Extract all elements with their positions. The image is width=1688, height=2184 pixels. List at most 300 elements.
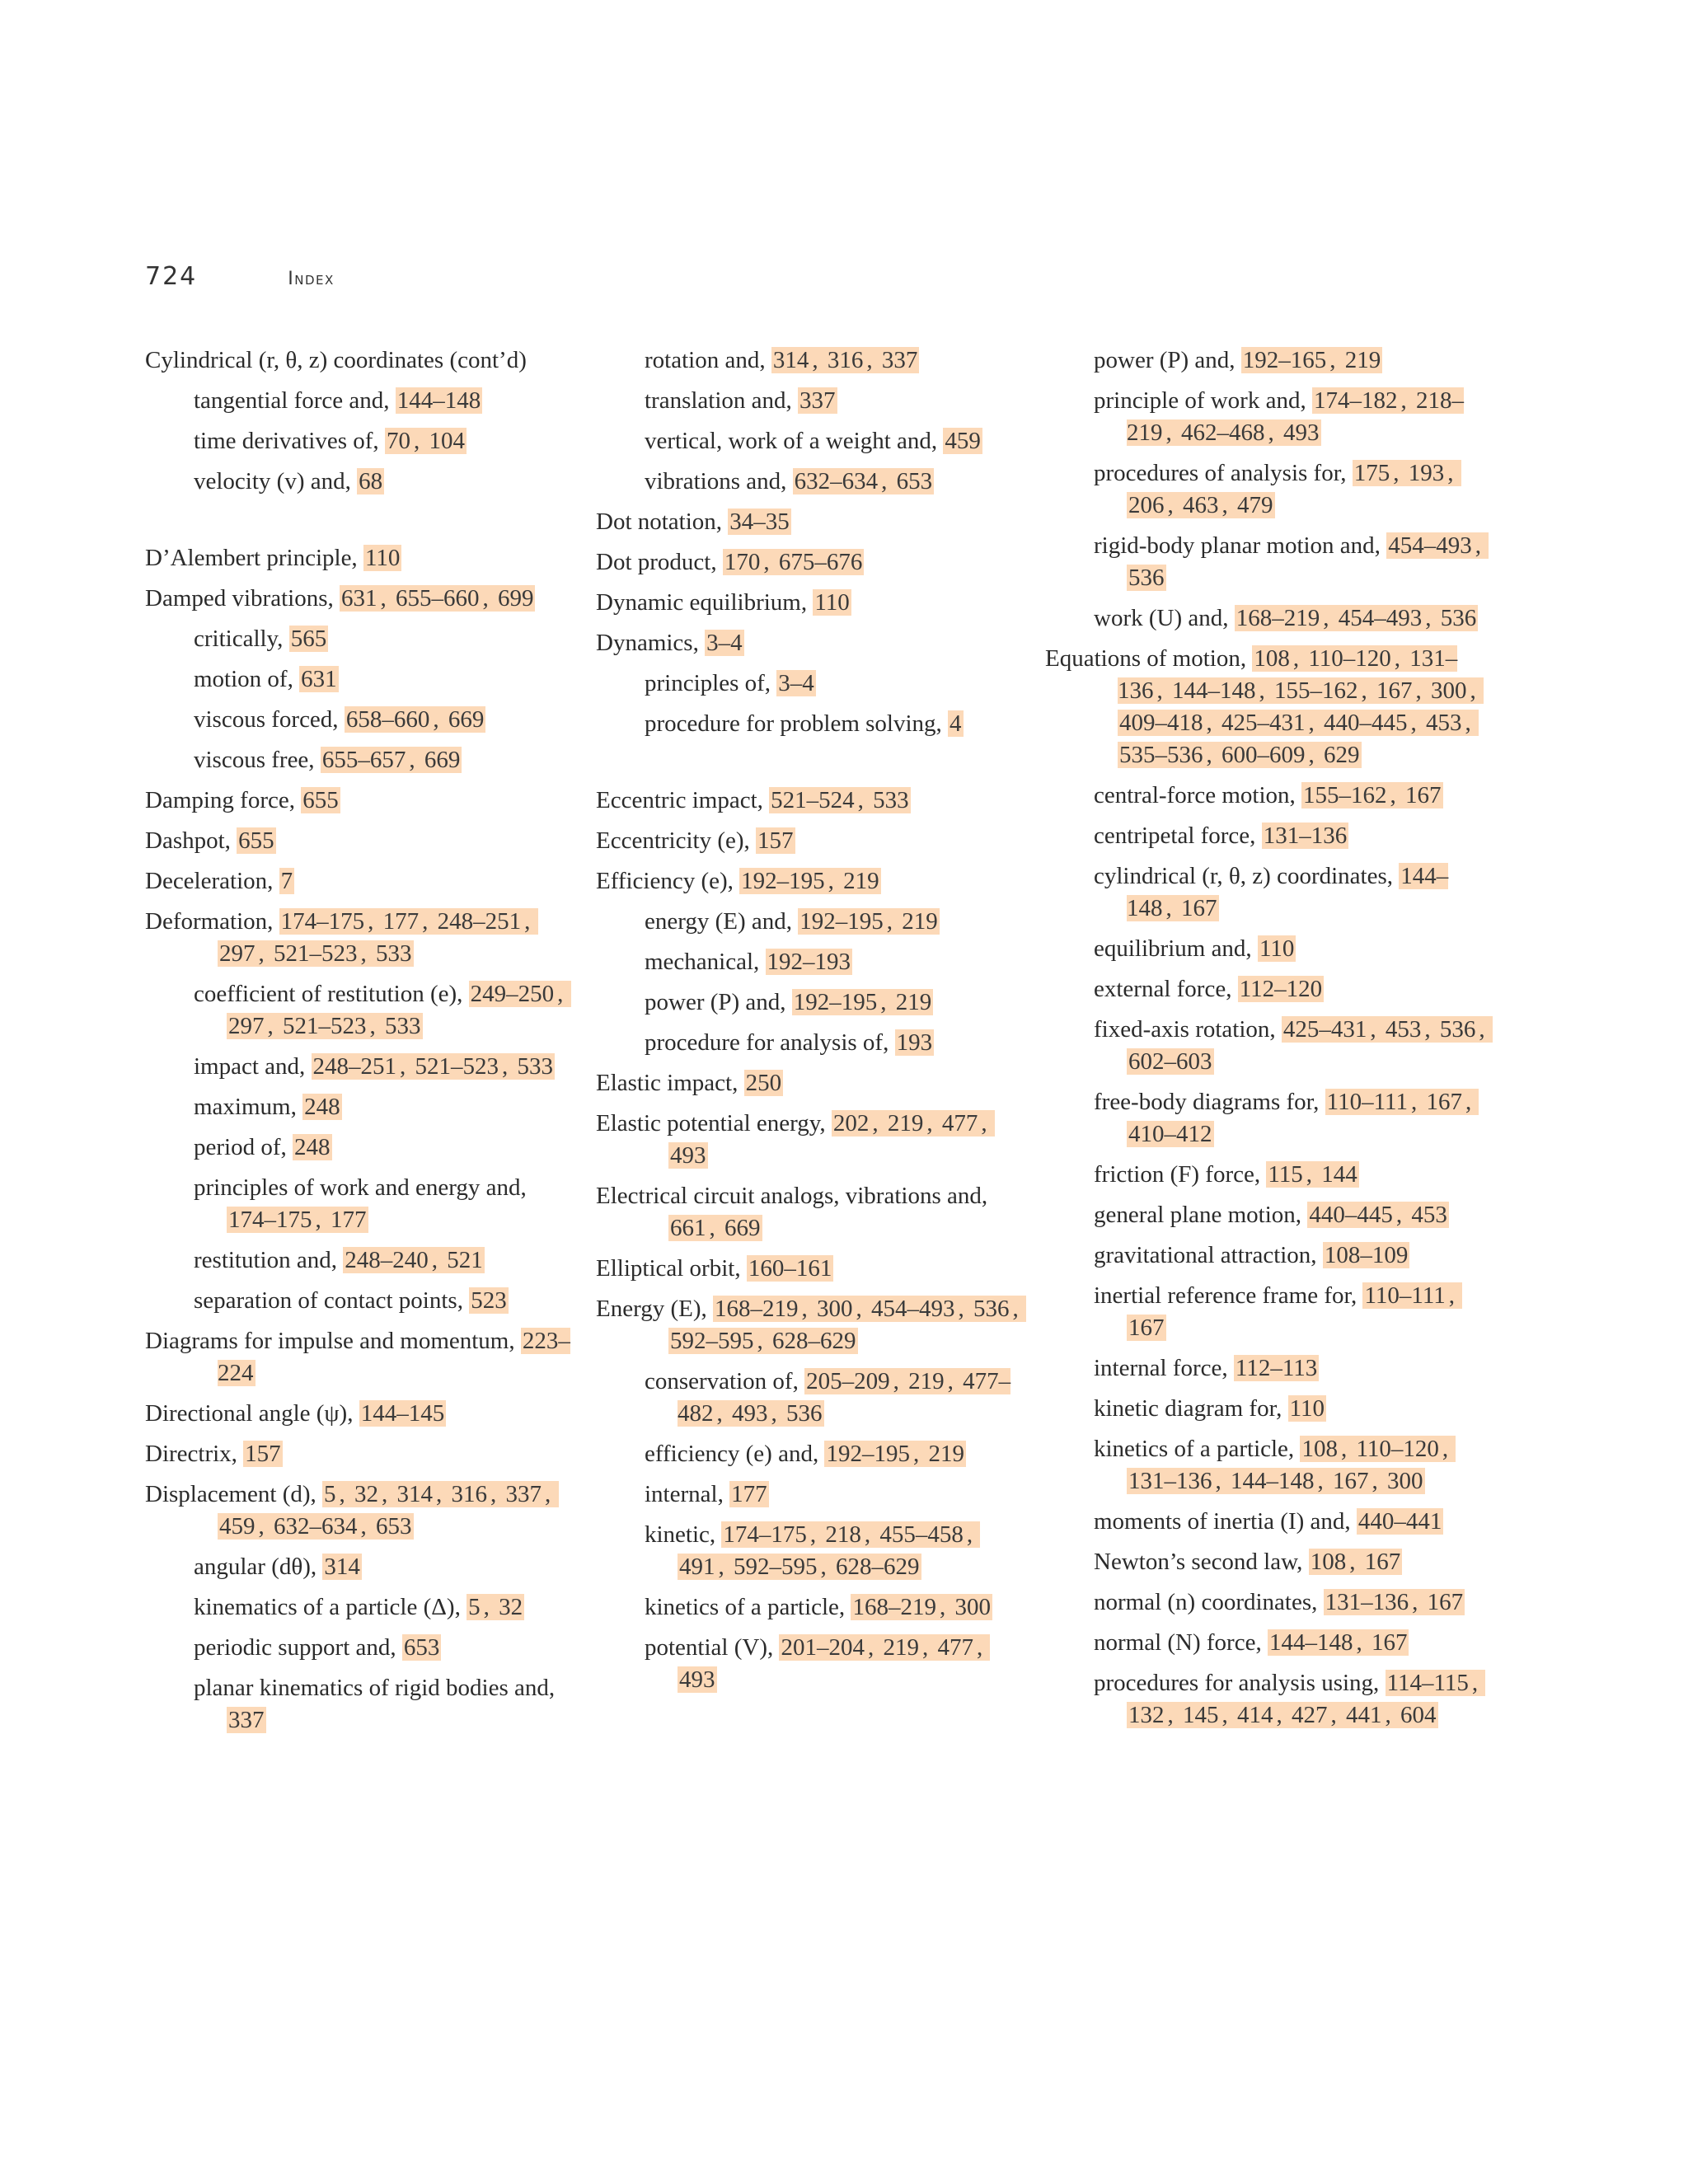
page-ref-link[interactable]: 192–165 [1242, 347, 1327, 373]
page-ref-link[interactable]: 425–431 [1221, 710, 1306, 736]
ref-separator: , [409, 747, 421, 773]
entry-term: Damping force, [145, 787, 302, 813]
index-subentry [194, 1551, 574, 1583]
page-ref-link[interactable]: 219 [883, 1634, 919, 1661]
index-subentry [194, 1591, 574, 1624]
page-ref-link[interactable]: 669 [724, 1215, 761, 1241]
entry-term: planar kinematics of rigid bodies and, [194, 1675, 561, 1701]
index-subentry [1094, 1014, 1490, 1078]
index-subentry [1094, 780, 1490, 812]
page-ref-link[interactable]: 628–629 [772, 1328, 856, 1354]
index-subentry [1094, 1352, 1490, 1385]
page-ref-link[interactable]: 174–182 [1313, 387, 1398, 414]
index-entry [596, 785, 1025, 817]
entry-term: separation of contact points, [194, 1287, 470, 1314]
entry-term: kinetic diagram for, [1094, 1395, 1288, 1422]
entry-term: Electrical circuit analogs, vibrations and, [596, 1183, 994, 1209]
index-subentry [645, 987, 1025, 1019]
page-ref-link[interactable]: 144–148 [1127, 863, 1449, 921]
page-ref-link[interactable]: 655–657 [321, 747, 406, 773]
page-ref-link[interactable]: 248 [304, 1094, 340, 1120]
ref-separator: , [976, 1634, 989, 1661]
ref-separator: , [966, 1521, 979, 1548]
index-entry [596, 1108, 1025, 1172]
page-ref-link[interactable]: 192–195 [741, 868, 825, 894]
page-ref-link[interactable]: 70 [386, 428, 410, 454]
page-ref-link[interactable]: 144–148 [1268, 1629, 1353, 1656]
ref-separator: , [1330, 1702, 1343, 1728]
page-ref-link[interactable]: 131–136 [1263, 823, 1348, 849]
page-ref-link[interactable]: 174–175 [280, 908, 365, 935]
page-ref-link[interactable]: 699 [497, 585, 534, 612]
page-ref-link[interactable]: 669 [424, 747, 461, 773]
page-ref-link[interactable]: 193 [1408, 460, 1445, 486]
page-ref-link[interactable]: 205–209 [806, 1368, 890, 1394]
page-ref-link[interactable]: 454–493 [1338, 605, 1423, 631]
index-subentry [1094, 860, 1490, 925]
page-ref-link[interactable]: 110 [364, 545, 401, 571]
page-ref-link[interactable]: 32 [354, 1481, 379, 1507]
page-ref-link[interactable]: 167 [1376, 677, 1413, 704]
page-ref-link[interactable]: 592–595 [734, 1554, 818, 1580]
page-ref-link[interactable]: 536 [1439, 1016, 1476, 1043]
page-ref-link[interactable]: 249–250 [470, 981, 555, 1007]
running-head: index [288, 269, 335, 289]
page-ref-link[interactable]: 600–609 [1221, 742, 1306, 768]
page-ref-link[interactable]: 32 [499, 1594, 523, 1620]
page-ref-link[interactable]: 167 [1426, 1089, 1462, 1115]
page-ref-link[interactable]: 453 [1426, 710, 1462, 736]
page-ref-link[interactable]: 110–111 [1326, 1089, 1408, 1115]
ref-separator: , [267, 1013, 279, 1039]
entry-term: principles of, [645, 670, 777, 696]
page-ref-link[interactable]: 168–219 [715, 1296, 799, 1322]
index-subentry [194, 663, 574, 696]
index-subentry [645, 946, 1025, 978]
index-entry [596, 506, 1025, 538]
page-ref-link[interactable]: 7 [280, 868, 293, 894]
page-ref-link[interactable]: 110 [814, 589, 850, 616]
page-ref-link[interactable]: 493 [732, 1400, 768, 1427]
ref-separator: , [718, 1554, 730, 1580]
ref-separator: , [880, 989, 893, 1015]
index-entry [596, 627, 1025, 659]
entry-term: conservation of, [645, 1368, 805, 1394]
page-ref-link[interactable]: 174–175 [723, 1521, 807, 1548]
page-ref-link[interactable]: 521 [447, 1247, 483, 1273]
entry-term: Deformation, [145, 908, 279, 935]
entry-term: fixed-axis rotation, [1094, 1016, 1282, 1043]
ref-separator: , [1410, 1089, 1423, 1115]
index-entry [145, 865, 574, 898]
page-ref-link[interactable]: 248 [294, 1134, 331, 1160]
ref-separator: , [1012, 1296, 1025, 1322]
entry-term: viscous free, [194, 747, 321, 773]
page-ref-link[interactable]: 167 [1181, 895, 1217, 921]
page-ref-link[interactable]: 297 [228, 1013, 265, 1039]
ref-separator: , [258, 940, 270, 967]
index-subentry [645, 1632, 1025, 1696]
page-ref-link[interactable]: 219 [843, 868, 879, 894]
page-ref-link[interactable]: 167 [1427, 1589, 1464, 1615]
entry-term: kinetics of a particle, [1094, 1436, 1301, 1462]
page-ref-link[interactable]: 658–660 [345, 706, 430, 733]
page-ref-link[interactable]: 536 [973, 1296, 1010, 1322]
page-ref-link[interactable]: 219 [895, 989, 932, 1015]
ref-separator: , [1323, 605, 1335, 631]
page-ref-link[interactable]: 297 [219, 940, 256, 967]
entry-term: centripetal force, [1094, 823, 1262, 849]
page-ref-link[interactable]: 409–418 [1119, 710, 1203, 736]
ref-separator: , [369, 1013, 382, 1039]
index-entry [596, 1180, 1025, 1244]
page-ref-link[interactable]: 144–148 [1172, 677, 1256, 704]
page-ref-link[interactable]: 604 [1400, 1702, 1437, 1728]
page-ref-link[interactable]: 316 [827, 347, 864, 373]
page-ref-link[interactable]: 248–251 [437, 908, 522, 935]
index-subentry [645, 1479, 1025, 1511]
index-subentry [1094, 1586, 1490, 1619]
page-ref-link[interactable]: 131–136 [1118, 645, 1458, 704]
page-ref-link[interactable]: 5 [324, 1481, 336, 1507]
entry-term: principles of work and energy and, [194, 1174, 532, 1201]
index-entry [596, 587, 1025, 619]
ref-separator: , [1370, 1016, 1382, 1043]
page-ref-link[interactable]: 477 [937, 1634, 973, 1661]
page-ref-link[interactable]: 491 [679, 1554, 715, 1580]
page-ref-link[interactable]: 108 [1254, 645, 1290, 672]
ref-separator: , [400, 1053, 412, 1080]
page-ref-link[interactable]: 192–195 [793, 989, 878, 1015]
page-ref-link[interactable]: 144 [1321, 1161, 1357, 1188]
entry-term: external force, [1094, 976, 1238, 1002]
ref-separator: , [1393, 460, 1405, 486]
page-number: 724 [145, 262, 198, 291]
page-ref-link[interactable]: 427 [1292, 1702, 1328, 1728]
page-ref-link[interactable]: 68 [359, 468, 383, 494]
page-ref-link[interactable]: 219 [887, 1110, 924, 1137]
page-ref-link[interactable]: 110–120 [1308, 645, 1391, 672]
index-subentry [1094, 1240, 1490, 1272]
page-ref-link[interactable]: 533 [385, 1013, 421, 1039]
page-ref-link[interactable]: 167 [1333, 1468, 1369, 1494]
index-subentry [194, 1632, 574, 1664]
ref-separator: , [763, 549, 776, 575]
ref-separator: , [1340, 1436, 1353, 1462]
page-ref-link[interactable]: 115 [1268, 1161, 1303, 1188]
page-ref-link[interactable]: 410–412 [1128, 1121, 1212, 1147]
page-ref-link[interactable]: 536 [786, 1400, 823, 1427]
index-subentry [1094, 457, 1490, 522]
page-ref-link[interactable]: 565 [290, 626, 327, 652]
page-ref-link[interactable]: 34–35 [729, 509, 790, 535]
entry-term: mechanical, [645, 949, 766, 975]
page-ref-link[interactable]: 536 [1440, 605, 1477, 631]
page-ref-link[interactable]: 145 [1183, 1702, 1219, 1728]
page-ref-link[interactable]: 675–676 [778, 549, 863, 575]
page-ref-link[interactable]: 414 [1237, 1702, 1273, 1728]
entry-term: Dot product, [596, 549, 723, 575]
page-ref-link[interactable]: 533 [873, 787, 909, 813]
index-subentry [1094, 602, 1490, 635]
ref-separator: , [866, 347, 879, 373]
page-ref-link[interactable]: 459 [219, 1513, 256, 1540]
ref-separator: , [801, 1296, 814, 1322]
ref-separator: , [1410, 710, 1423, 736]
page-ref-link[interactable]: 132 [1128, 1702, 1165, 1728]
page-ref-link[interactable]: 5 [468, 1594, 481, 1620]
page-ref-link[interactable]: 653 [896, 468, 933, 494]
entry-term: Diagrams for impulse and momentum, [145, 1328, 521, 1354]
page-ref-link[interactable]: 337 [881, 347, 918, 373]
page-ref-link[interactable]: 521–523 [283, 1013, 367, 1039]
index-entry [1045, 643, 1490, 771]
page-ref-link[interactable]: 114–115 [1386, 1670, 1469, 1696]
page-ref-link[interactable]: 631 [340, 585, 377, 612]
page-ref-link[interactable]: 177 [731, 1481, 767, 1507]
page-ref-link[interactable]: 655–660 [395, 585, 480, 612]
entry-term: power (P) and, [1094, 347, 1241, 373]
index-entry [145, 1479, 574, 1543]
page-ref-link[interactable]: 536 [1128, 565, 1165, 591]
page-ref-link[interactable]: 155–162 [1274, 677, 1358, 704]
ref-separator: , [315, 1207, 327, 1233]
ref-separator: , [483, 1594, 496, 1620]
page-ref-link[interactable]: 462–468 [1181, 419, 1265, 446]
ref-separator: , [380, 585, 392, 612]
index-subentry [194, 466, 574, 498]
page-ref-link[interactable]: 479 [1237, 492, 1273, 518]
entry-term: gravitational attraction, [1094, 1242, 1323, 1268]
page-ref-link[interactable]: 314 [324, 1554, 360, 1580]
page-ref-link[interactable]: 110–120 [1356, 1436, 1439, 1462]
page-ref-link[interactable]: 440–445 [1309, 1202, 1393, 1228]
index-entry [145, 1398, 574, 1430]
page-ref-link[interactable]: 218 [825, 1521, 861, 1548]
page-ref-link[interactable]: 218–219 [1127, 387, 1464, 446]
page-ref-link[interactable]: 202 [832, 1110, 870, 1137]
entry-term: maximum, [194, 1094, 303, 1120]
ref-separator: , [864, 1521, 877, 1548]
index-subentry [1094, 1506, 1490, 1538]
page-ref-link[interactable]: 192–195 [826, 1441, 910, 1467]
page-ref-link[interactable]: 168–219 [852, 1594, 936, 1620]
page-ref-link[interactable]: 440–445 [1324, 710, 1408, 736]
page-ref-link[interactable]: 170 [724, 549, 761, 575]
ref-separator: , [1317, 1468, 1329, 1494]
page-ref-link[interactable]: 632–634 [274, 1513, 358, 1540]
page-ref-link[interactable]: 110–111 [1364, 1282, 1446, 1309]
page-ref-link[interactable]: 669 [448, 706, 485, 733]
page-ref-link[interactable]: 631 [301, 666, 337, 692]
page-ref-link[interactable]: 4 [950, 710, 962, 737]
page-ref-link[interactable]: 157 [245, 1441, 281, 1467]
page-ref-link[interactable]: 440–441 [1357, 1508, 1442, 1535]
page-ref-link[interactable]: 131–136 [1128, 1468, 1212, 1494]
index-subentry [194, 425, 574, 457]
page-ref-link[interactable]: 248–240 [345, 1247, 429, 1273]
page-ref-link[interactable]: 193 [896, 1029, 933, 1056]
index-entry [145, 542, 574, 574]
ref-separator: , [1395, 1202, 1409, 1228]
ref-separator: , [1206, 742, 1218, 768]
page-ref-link[interactable]: 493 [679, 1666, 715, 1693]
page-ref-link[interactable]: 337 [799, 387, 836, 414]
page-ref-link[interactable]: 223–224 [218, 1328, 570, 1386]
page-ref-link[interactable]: 3–4 [778, 670, 814, 696]
page-ref-link[interactable]: 167 [1371, 1629, 1408, 1656]
page-ref-link[interactable]: 192–193 [767, 949, 851, 975]
page-ref-link[interactable]: 177 [382, 908, 420, 935]
index-subentry [194, 1244, 574, 1277]
entry-term: impact and, [194, 1053, 312, 1080]
page-ref-link[interactable]: 316 [451, 1481, 488, 1507]
page-ref-link[interactable]: 477 [941, 1110, 978, 1137]
page-ref-link[interactable]: 219 [1344, 347, 1381, 373]
page-ref-link[interactable]: 3–4 [706, 630, 743, 656]
page-ref-link[interactable]: 493 [670, 1142, 706, 1169]
index-subentry [194, 1172, 574, 1236]
page-ref-link[interactable]: 477–482 [678, 1368, 1011, 1427]
ref-separator: , [360, 1513, 373, 1540]
index-subentry [194, 1051, 574, 1083]
page-ref-link[interactable]: 459 [945, 428, 981, 454]
index-subentry [1094, 344, 1490, 377]
entry-term: principle of work and, [1094, 387, 1312, 414]
page-ref-link[interactable]: 337 [228, 1707, 265, 1733]
page-ref-link[interactable]: 300 [954, 1594, 991, 1620]
page-ref-link[interactable]: 131–136 [1325, 1589, 1409, 1615]
page-ref-link[interactable]: 535–536 [1119, 742, 1203, 768]
page-ref-link[interactable]: 144–145 [360, 1400, 445, 1427]
page-ref-link[interactable]: 160–161 [748, 1255, 832, 1282]
page-ref-link[interactable]: 108 [1310, 1549, 1347, 1575]
page-ref-link[interactable]: 453 [1385, 1016, 1422, 1043]
page-ref-link[interactable]: 219 [902, 908, 938, 935]
page-ref-link[interactable]: 632–634 [794, 468, 879, 494]
page-ref-link[interactable]: 300 [1431, 677, 1467, 704]
page-ref-link[interactable]: 219 [908, 1368, 945, 1394]
page-ref-link[interactable]: 602–603 [1128, 1048, 1212, 1075]
page-ref-link[interactable]: 108 [1301, 1436, 1338, 1462]
page-ref-link[interactable]: 175 [1353, 460, 1390, 486]
ref-separator: , [1471, 1670, 1484, 1696]
entry-term: rigid-body planar motion and, [1094, 532, 1387, 559]
page-ref-link[interactable]: 112–113 [1235, 1355, 1318, 1381]
index-subentry [645, 1591, 1025, 1624]
entry-term: internal, [645, 1481, 730, 1507]
page-ref-link[interactable]: 177 [331, 1207, 367, 1233]
page-ref-link[interactable]: 454–493 [1388, 532, 1472, 559]
page-ref-link[interactable]: 521–523 [274, 940, 358, 967]
ref-separator: , [1292, 645, 1306, 672]
ref-separator: , [709, 1215, 721, 1241]
entry-term: tangential force and, [194, 387, 396, 414]
index-subentry [645, 344, 1025, 377]
ref-separator: , [1385, 1702, 1397, 1728]
page-ref-link[interactable]: 425–431 [1282, 1016, 1367, 1043]
index-entry [596, 546, 1025, 579]
page-ref-link[interactable]: 167 [1405, 782, 1442, 808]
page-ref-link[interactable]: 144–148 [1231, 1468, 1315, 1494]
index-entry [145, 344, 574, 377]
index-subentry [645, 425, 1025, 457]
page-ref-link[interactable]: 523 [471, 1287, 507, 1314]
ref-separator: , [1206, 710, 1218, 736]
ref-separator: , [524, 908, 537, 935]
page-ref-link[interactable]: 455–458 [879, 1521, 964, 1548]
page-ref-link[interactable]: 661 [670, 1215, 706, 1241]
index-entry [596, 1067, 1025, 1099]
page-ref-link[interactable]: 521–523 [415, 1053, 499, 1080]
page-ref-link[interactable]: 104 [429, 428, 465, 454]
page-ref-link[interactable]: 653 [403, 1634, 440, 1661]
page-ref-link[interactable]: 110 [1289, 1395, 1325, 1422]
index-subentry [1094, 1086, 1490, 1151]
entry-term: Elastic impact, [596, 1070, 744, 1096]
entry-term: Dot notation, [596, 509, 729, 535]
page-ref-link[interactable]: 314 [396, 1481, 434, 1507]
page-ref-link[interactable]: 108–109 [1324, 1242, 1409, 1268]
page-ref-link[interactable]: 167 [1364, 1549, 1401, 1575]
entry-term: normal (n) coordinates, [1094, 1589, 1324, 1615]
page-ref-link[interactable]: 250 [745, 1070, 782, 1096]
page-ref-link[interactable]: 167 [1128, 1315, 1165, 1341]
page-ref-link[interactable]: 628–629 [836, 1554, 920, 1580]
page-ref-link[interactable]: 168–219 [1236, 605, 1320, 631]
entry-term: angular (dθ), [194, 1554, 323, 1580]
page-ref-link[interactable]: 300 [817, 1296, 853, 1322]
page-ref-link[interactable]: 110 [1259, 935, 1295, 962]
index-subentry [194, 1132, 574, 1164]
page-ref-link[interactable]: 248–251 [312, 1053, 397, 1080]
page-ref-link[interactable]: 533 [517, 1053, 554, 1080]
page-ref-link[interactable]: 655 [302, 787, 339, 813]
page-ref-link[interactable]: 201–204 [781, 1634, 865, 1661]
page-ref-link[interactable]: 521–524 [771, 787, 855, 813]
page-ref-link[interactable]: 174–175 [228, 1207, 312, 1233]
page-ref-link[interactable]: 655 [238, 827, 274, 854]
page-ref-link[interactable]: 337 [505, 1481, 542, 1507]
page-ref-link[interactable]: 157 [757, 827, 794, 854]
ref-separator: , [258, 1513, 270, 1540]
index-subentry [1094, 820, 1490, 852]
ref-separator: , [921, 1634, 935, 1661]
page-ref-link[interactable]: 592–595 [670, 1328, 754, 1354]
page-ref-link[interactable]: 453 [1411, 1202, 1447, 1228]
page-ref-link[interactable]: 144–148 [396, 387, 481, 414]
page-ref-link[interactable]: 454–493 [871, 1296, 955, 1322]
page-ref-link[interactable]: 463 [1183, 492, 1219, 518]
page-ref-link[interactable]: 629 [1324, 742, 1360, 768]
page-ref-link[interactable]: 314 [772, 347, 809, 373]
ref-separator: , [857, 787, 870, 813]
ref-separator: , [1475, 532, 1488, 559]
page-ref-link[interactable]: 219 [928, 1441, 964, 1467]
page-ref-link[interactable]: 300 [1387, 1468, 1423, 1494]
page-ref-link[interactable]: 441 [1346, 1702, 1382, 1728]
page-ref-link[interactable]: 155–162 [1303, 782, 1387, 808]
page-ref-link[interactable]: 533 [376, 940, 412, 967]
page-ref-link[interactable]: 192–195 [799, 908, 884, 935]
page-ref-link[interactable]: 493 [1283, 419, 1320, 446]
index-subentry [645, 1438, 1025, 1470]
entry-term: Efficiency (e), [596, 868, 740, 894]
ref-separator: , [886, 908, 899, 935]
page-ref-link[interactable]: 112–120 [1239, 976, 1323, 1002]
page-ref-link[interactable]: 653 [376, 1513, 412, 1540]
page-ref-link[interactable]: 206 [1128, 492, 1165, 518]
